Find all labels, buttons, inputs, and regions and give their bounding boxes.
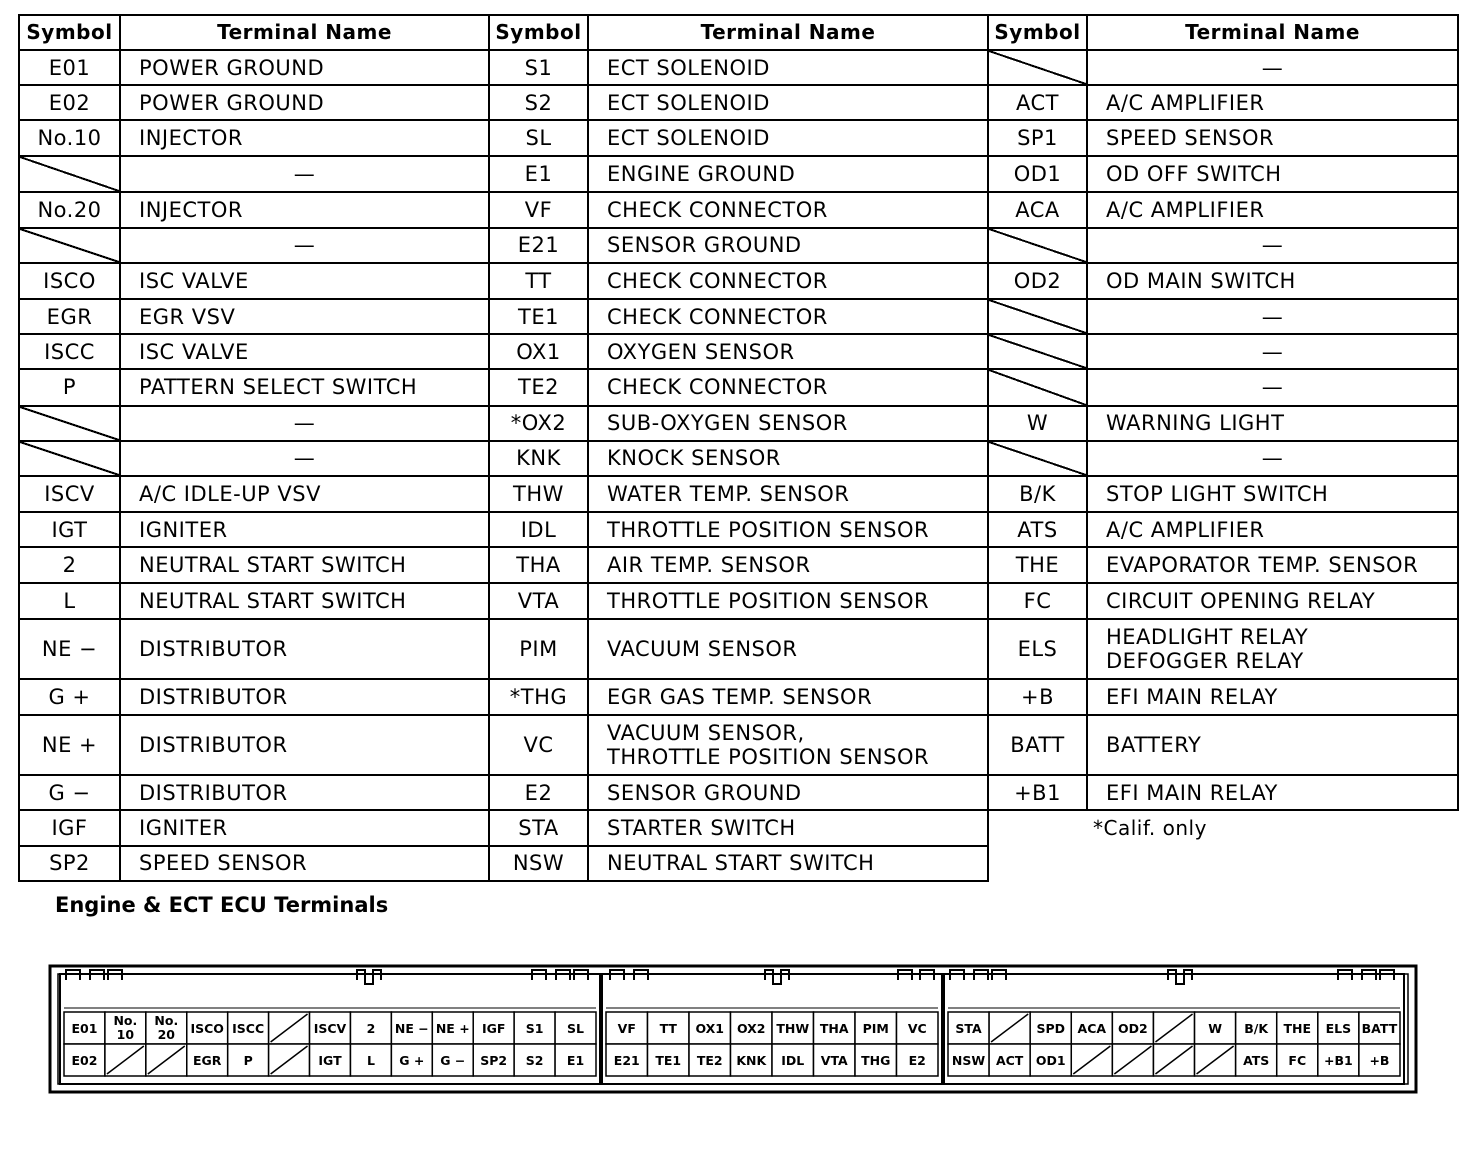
terminal-name-cell: EVAPORATOR TEMP. SENSOR [1087,547,1458,583]
footnote: *Calif. only [988,810,1458,881]
terminal-name-cell: A/C AMPLIFIER [1087,512,1458,547]
symbol-cell: IGF [19,810,120,845]
pin-label: No. [113,1013,138,1028]
symbol-cell: IGT [19,512,120,547]
terminal-name-cell: — [1087,50,1458,85]
symbol-cell: IDL [489,512,588,547]
symbol-cell: B/K [988,476,1087,512]
symbol-cell: *OX2 [489,406,588,441]
symbol-cell: TE1 [489,299,588,334]
terminal-name-cell: THROTTLE POSITION SENSOR [588,512,988,547]
diagram-caption: Engine & ECT ECU Terminals [55,893,389,917]
pin-label: ISCC [232,1021,265,1036]
pin-label: THA [819,1021,849,1036]
pin-label: BATT [1361,1021,1398,1036]
terminal-name-cell: SENSOR GROUND [588,775,988,810]
terminal-name-cell: AIR TEMP. SENSOR [588,547,988,583]
symbol-cell: L [19,583,120,618]
pin-label: +B1 [1324,1053,1353,1068]
terminal-name-cell: IGNITER [120,810,489,845]
pin-label: PIM [862,1021,889,1036]
terminal-name-cell: BATTERY [1087,715,1458,775]
pin-label: SPD [1036,1021,1066,1036]
header-terminal-name-2: Terminal Name [588,15,988,50]
terminal-name-cell: A/C AMPLIFIER [1087,192,1458,228]
pin-label: G − [440,1053,466,1068]
terminal-name-cell: SPEED SENSOR [1087,120,1458,156]
symbol-cell: SP1 [988,120,1087,156]
symbol-cell: E2 [489,775,588,810]
symbol-cell: THW [489,476,588,512]
symbol-cell: No.20 [19,192,120,228]
terminal-name-cell: NEUTRAL START SWITCH [588,846,988,881]
pin-label: EGR [193,1053,222,1068]
pin-label: IGT [318,1053,342,1068]
symbol-cell: THA [489,547,588,583]
symbol-cell: VC [489,715,588,775]
symbol-cell: G + [19,679,120,715]
terminal-name-cell: STARTER SWITCH [588,810,988,845]
pin-label: THE [1283,1021,1312,1036]
pin-label: VC [907,1021,927,1036]
symbol-cell: ATS [988,512,1087,547]
pin-label: E21 [613,1053,640,1068]
symbol-cell: VF [489,192,588,228]
symbol-cell: ISCO [19,263,120,299]
symbol-cell: VTA [489,583,588,618]
pin-label: TE1 [655,1053,682,1068]
symbol-cell: SL [489,120,588,156]
symbol-cell: E01 [19,50,120,85]
pin-label: ACA [1077,1021,1107,1036]
terminal-name-cell: — [120,406,489,441]
pin-label: OX1 [695,1021,725,1036]
pin-label: S1 [525,1021,544,1036]
symbol-cell: *THG [489,679,588,715]
terminal-name-cell: OD MAIN SWITCH [1087,263,1458,299]
pin-label: TT [659,1021,677,1036]
terminal-name-cell: EGR GAS TEMP. SENSOR [588,679,988,715]
terminal-name-cell: — [120,228,489,263]
terminal-name-cell: ISC VALVE [120,334,489,369]
pin-label: THW [776,1021,810,1036]
terminal-name-cell: CHECK CONNECTOR [588,299,988,334]
terminal-name-cell: VACUUM SENSOR [588,619,988,679]
terminal-name-cell: NEUTRAL START SWITCH [120,583,489,618]
pin-label: E02 [71,1053,98,1068]
symbol-cell: E02 [19,85,120,120]
pin-label: SL [567,1021,585,1036]
pin-label: TE2 [696,1053,723,1068]
pin-label: SP2 [480,1053,508,1068]
terminal-name-cell: CHECK CONNECTOR [588,263,988,299]
symbol-cell: W [988,406,1087,441]
pin-label: E1 [566,1053,585,1068]
pin-label: NSW [951,1053,986,1068]
pin-label: L [366,1053,375,1068]
terminal-name-cell: — [1087,369,1458,405]
terminal-name-cell: — [1087,228,1458,263]
terminal-name-cell: STOP LIGHT SWITCH [1087,476,1458,512]
pin-label: W [1208,1021,1222,1036]
symbol-cell: +B1 [988,775,1087,810]
pin-label: B/K [1244,1021,1269,1036]
pin-label: NE − [394,1021,429,1036]
terminal-name-cell: OXYGEN SENSOR [588,334,988,369]
pin-label: E2 [908,1053,926,1068]
symbol-cell: BATT [988,715,1087,775]
terminal-name-cell: DISTRIBUTOR [120,679,489,715]
symbol-cell: No.10 [19,120,120,156]
symbol-cell: +B [988,679,1087,715]
pin-label: ISCV [313,1021,347,1036]
symbol-cell: ISCV [19,476,120,512]
symbol-cell: 2 [19,547,120,583]
pin-label: 10 [116,1027,135,1042]
terminal-name-cell: OD OFF SWITCH [1087,156,1458,191]
pin-label: KNK [736,1053,767,1068]
terminal-name-cell: NEUTRAL START SWITCH [120,547,489,583]
terminal-name-cell: — [1087,299,1458,334]
symbol-cell: OD2 [988,263,1087,299]
pin-label: No. [154,1013,179,1028]
header-terminal-name-3: Terminal Name [1087,15,1458,50]
header-symbol-2: Symbol [489,15,588,50]
pin-label: G + [399,1053,425,1068]
terminal-name-cell: ECT SOLENOID [588,50,988,85]
symbol-cell: ACT [988,85,1087,120]
terminal-name-cell: ISC VALVE [120,263,489,299]
pin-label: +B [1369,1053,1390,1068]
terminal-name-cell: SPEED SENSOR [120,846,489,881]
pin-label: 2 [366,1021,376,1036]
symbol-cell: STA [489,810,588,845]
terminal-name-cell: HEADLIGHT RELAY DEFOGGER RELAY [1087,619,1458,679]
terminal-name-cell: CHECK CONNECTOR [588,192,988,228]
pin-label: VF [617,1021,636,1036]
terminal-name-cell: WARNING LIGHT [1087,406,1458,441]
symbol-cell: NSW [489,846,588,881]
polarity-key [357,970,381,984]
pin-label: FC [1288,1053,1307,1068]
pin-label: NE + [435,1021,470,1036]
pin-label: P [243,1053,253,1068]
symbol-cell: NE − [19,619,120,679]
pin-label: IDL [781,1053,805,1068]
terminal-name-cell: SUB-OXYGEN SENSOR [588,406,988,441]
terminal-name-cell: INJECTOR [120,192,489,228]
terminal-name-cell: DISTRIBUTOR [120,715,489,775]
symbol-cell: FC [988,583,1087,618]
symbol-cell: E21 [489,228,588,263]
symbol-cell: ELS [988,619,1087,679]
symbol-cell: E1 [489,156,588,191]
terminal-name-cell: EFI MAIN RELAY [1087,679,1458,715]
symbol-cell: THE [988,547,1087,583]
terminal-name-cell: A/C IDLE-UP VSV [120,476,489,512]
terminal-name-cell: ECT SOLENOID [588,85,988,120]
terminal-name-cell: DISTRIBUTOR [120,619,489,679]
symbol-cell: EGR [19,299,120,334]
symbol-cell: NE + [19,715,120,775]
pin-label: ELS [1325,1021,1352,1036]
symbol-cell: OX1 [489,334,588,369]
terminal-name-cell: SENSOR GROUND [588,228,988,263]
terminal-name-cell: EFI MAIN RELAY [1087,775,1458,810]
symbol-cell: P [19,369,120,405]
pin-label: OX2 [736,1021,766,1036]
symbol-cell: S1 [489,50,588,85]
terminal-name-cell: — [1087,441,1458,476]
terminal-name-cell: — [120,441,489,476]
symbol-cell: KNK [489,441,588,476]
symbol-cell: SP2 [19,846,120,881]
terminal-name-cell: A/C AMPLIFIER [1087,85,1458,120]
symbol-cell: G − [19,775,120,810]
terminal-name-cell: WATER TEMP. SENSOR [588,476,988,512]
terminal-name-cell: KNOCK SENSOR [588,441,988,476]
pin-label: OD2 [1118,1021,1148,1036]
polarity-key [765,970,789,984]
terminal-name-cell: THROTTLE POSITION SENSOR [588,583,988,618]
pin-label: S2 [525,1053,544,1068]
terminal-name-cell: ENGINE GROUND [588,156,988,191]
pin-label: ACT [995,1053,1024,1068]
header-symbol-3: Symbol [988,15,1087,50]
symbol-cell: TE2 [489,369,588,405]
symbol-cell: OD1 [988,156,1087,191]
terminal-name-cell: ECT SOLENOID [588,120,988,156]
header-terminal-name-1: Terminal Name [120,15,489,50]
pin-label: STA [955,1021,982,1036]
terminal-name-cell: EGR VSV [120,299,489,334]
terminal-name-cell: CHECK CONNECTOR [588,369,988,405]
symbol-cell: TT [489,263,588,299]
pin-label: E01 [71,1021,98,1036]
pin-label: OD1 [1035,1053,1066,1068]
symbol-cell: ACA [988,192,1087,228]
symbol-cell: PIM [489,619,588,679]
pin-label: THG [861,1053,891,1068]
terminal-name-cell: DISTRIBUTOR [120,775,489,810]
terminal-name-cell: PATTERN SELECT SWITCH [120,369,489,405]
terminal-name-cell: VACUUM SENSOR, THROTTLE POSITION SENSOR [588,715,988,775]
terminal-name-cell: POWER GROUND [120,50,489,85]
polarity-key [1168,970,1192,984]
pin-label: VTA [820,1053,848,1068]
terminal-name-cell: IGNITER [120,512,489,547]
terminal-name-cell: — [1087,334,1458,369]
pin-label: IGF [481,1021,506,1036]
terminal-name-cell: CIRCUIT OPENING RELAY [1087,583,1458,618]
header-symbol-1: Symbol [19,15,120,50]
symbol-cell: S2 [489,85,588,120]
pin-label: ATS [1243,1053,1270,1068]
terminal-name-cell: POWER GROUND [120,85,489,120]
pin-label: ISCO [190,1021,224,1036]
pin-label: 20 [157,1027,176,1042]
terminal-name-cell: — [120,156,489,191]
terminal-name-cell: INJECTOR [120,120,489,156]
symbol-cell: ISCC [19,334,120,369]
